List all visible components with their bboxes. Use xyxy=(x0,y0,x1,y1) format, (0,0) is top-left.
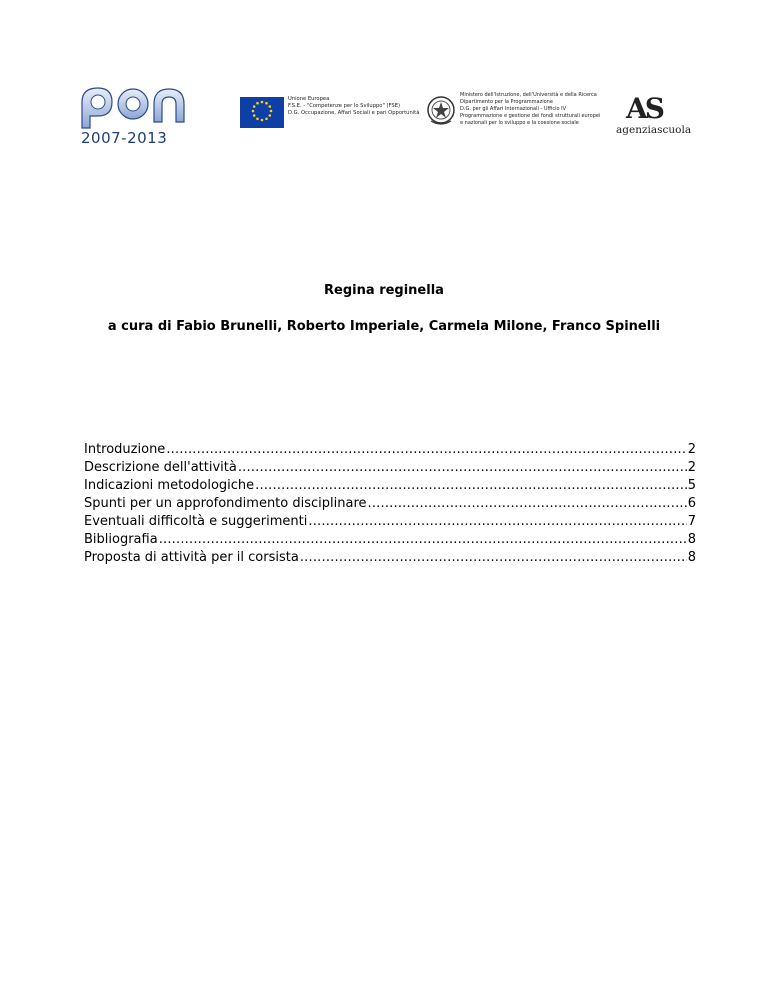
toc-page-number[interactable]: 2 xyxy=(687,460,696,475)
agency-mark: AS xyxy=(626,92,662,125)
toc-page-number[interactable]: 8 xyxy=(687,532,696,547)
eu-caption-line: F.S.E. - "Competenze per lo Sviluppo" (FSE) xyxy=(288,103,401,109)
toc-page-number[interactable]: 6 xyxy=(687,496,696,511)
toc-entry-indicazioni[interactable] xyxy=(84,477,696,495)
toc-entry-introduzione[interactable] xyxy=(84,441,696,459)
eu-flag-icon xyxy=(240,97,284,128)
pon-year-range: 2007-2013 xyxy=(81,129,168,147)
toc-leader-dots xyxy=(255,477,687,495)
ministry-caption-line: Programmazione e gestione dei fondi strutturali europei xyxy=(460,113,601,119)
toc-entry-descrizione[interactable] xyxy=(84,459,696,477)
toc-leader-dots xyxy=(368,495,687,513)
ministry-caption-line: D.G. per gli Affari Internazionali - Ufficio IV xyxy=(460,106,567,112)
table-of-contents xyxy=(84,441,696,567)
agenzia-scuola-logo xyxy=(616,94,692,140)
toc-leader-dots xyxy=(300,549,687,567)
document-authors: a cura di Fabio Brunelli, Roberto Imperiale, Carmela Milone, Franco Spinelli xyxy=(107,319,661,334)
toc-entry-label[interactable]: Eventuali difficoltà e suggerimenti xyxy=(84,514,308,529)
toc-entry-label[interactable]: Descrizione dell'attività xyxy=(84,460,237,475)
toc-leader-dots xyxy=(308,513,686,531)
eu-caption-line: Unione Europea xyxy=(288,96,330,102)
eu-caption xyxy=(288,96,419,117)
toc-entry-spunti[interactable] xyxy=(84,495,696,513)
toc-page-number[interactable]: 7 xyxy=(687,514,696,529)
ministry-caption-line: Ministero dell'Istruzione, dell'Università e della Ricerca xyxy=(460,92,597,98)
toc-page-number[interactable]: 5 xyxy=(687,478,696,493)
toc-entry-proposta[interactable] xyxy=(84,549,696,567)
toc-entry-label[interactable]: Indicazioni metodologiche xyxy=(84,478,255,493)
toc-leader-dots xyxy=(159,531,687,549)
ministry-caption xyxy=(460,92,600,127)
toc-entry-label[interactable]: Bibliografia xyxy=(84,532,158,547)
toc-entry-label[interactable]: Introduzione xyxy=(84,442,166,457)
toc-entry-label[interactable]: Proposta di attività per il corsista xyxy=(84,550,299,565)
italian-republic-emblem-icon xyxy=(426,94,456,128)
toc-page-number[interactable]: 2 xyxy=(687,442,696,457)
toc-leader-dots xyxy=(166,441,686,459)
toc-page-number[interactable]: 8 xyxy=(687,550,696,565)
toc-leader-dots xyxy=(238,459,687,477)
header-logo-strip xyxy=(78,82,690,152)
ministry-caption-line: Dipartimento per la Programmazione xyxy=(460,99,553,105)
toc-entry-difficolta[interactable] xyxy=(84,513,696,531)
toc-entry-label[interactable]: Spunti per un approfondimento disciplinare xyxy=(84,496,367,511)
document-title: Regina reginella xyxy=(324,283,444,298)
pon-logo-icon xyxy=(78,82,190,150)
ministry-logo-block xyxy=(426,92,616,142)
toc-entry-bibliografia[interactable] xyxy=(84,531,696,549)
agency-name: agenziascuola xyxy=(616,124,692,136)
eu-caption-line: D.G. Occupazione, Affari Sociali e pari Opportunità xyxy=(288,110,420,116)
eu-logo-block xyxy=(240,96,420,136)
ministry-caption-line: e nazionali per lo sviluppo e la coesione sociale xyxy=(460,120,579,126)
